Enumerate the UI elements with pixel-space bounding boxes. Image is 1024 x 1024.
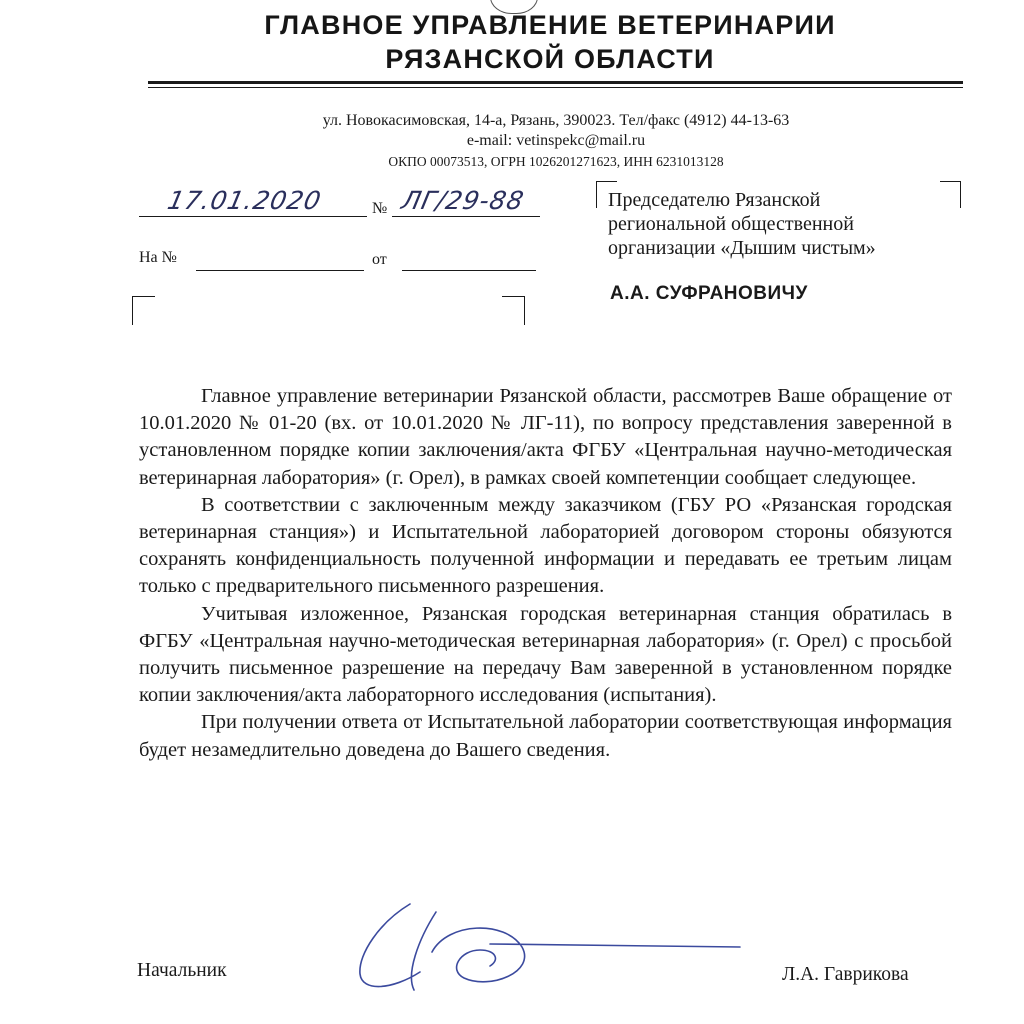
body-paragraph: При получении ответа от Испытательной лаборатории соответствующая информация будет незамедлительно доведена до Вашего сведения. [139, 711, 952, 761]
signer-name: Л.А. Гаврикова [782, 964, 909, 985]
number-underline [392, 216, 540, 217]
letterhead-divider-thin [148, 87, 963, 88]
outgoing-number-label: № [372, 200, 388, 217]
reply-number-underline [196, 270, 364, 271]
outgoing-date: 17.01.2020 [164, 186, 325, 215]
reply-from-label: от [372, 251, 387, 268]
outgoing-number: ЛГ/29-88 [398, 186, 527, 215]
reply-to-label: На № [139, 249, 177, 266]
recipient-line1: Председателю Рязанской [608, 189, 821, 211]
signer-position: Начальник [137, 960, 227, 981]
letterhead-divider-thick [148, 81, 963, 84]
letterhead-title-line1: ГЛАВНОЕ УПРАВЛЕНИЕ ВЕТЕРИНАРИИ [264, 10, 836, 40]
recipient-line2: региональной общественной [608, 213, 854, 235]
reply-date-underline [402, 270, 536, 271]
date-underline [139, 216, 367, 217]
handwritten-signature [340, 892, 760, 1002]
recipient-name: А.А. СУФРАНОВИЧУ [610, 283, 808, 304]
left-bracket-top-left [132, 296, 155, 325]
body-paragraph: Учитывая изложенное, Рязанская городская ветеринарная станция обратилась в ФГБУ «Центральная научно-методическая ветеринарная лаборатория» (г. Орел) с просьбой получить письменное разрешение на передачу Вам заверенной в установленном порядке копии заключения/акта лабораторного исследования (испытания). [139, 602, 952, 707]
letterhead-title-line2: РЯЗАНСКОЙ ОБЛАСТИ [385, 44, 715, 74]
body-paragraph: Главное управление ветеринарии Рязанской области, рассмотрев Ваше обращение от 10.01.2020 № 01-20 (вх. от 10.01.2020 № ЛГ-11), по вопросу представления заверенной в установленном порядке копии заключения/акта ФГБУ «Центральная научно-методическая ветеринарная лаборатория» (г. Орел), в рамках своей компетенции сообщает следующее. [139, 385, 952, 489]
letterhead-address: ул. Новокасимовская, 14-а, Рязань, 390023. Тел/факс (4912) 44-13-63 [322, 112, 790, 129]
letterhead-email: e-mail: vetinspekc@mail.ru [466, 132, 646, 149]
left-bracket-top-right [502, 296, 525, 325]
body-paragraph: В соответствии с заключенным между заказчиком (ГБУ РО «Рязанская городская ветеринарная станция») и Испытательной лабораторией договором стороны обязуются сохранять конфиденциальность полученной информации и передавать ее третьим лицам только с предварительного письменного разрешения. [139, 493, 952, 598]
letter-body [139, 383, 952, 764]
letterhead-registry: ОКПО 00073513, ОГРН 1026201271623, ИНН 6231013128 [388, 154, 724, 169]
recipient-block [608, 188, 968, 260]
recipient-line3: организации «Дышим чистым» [608, 237, 876, 259]
